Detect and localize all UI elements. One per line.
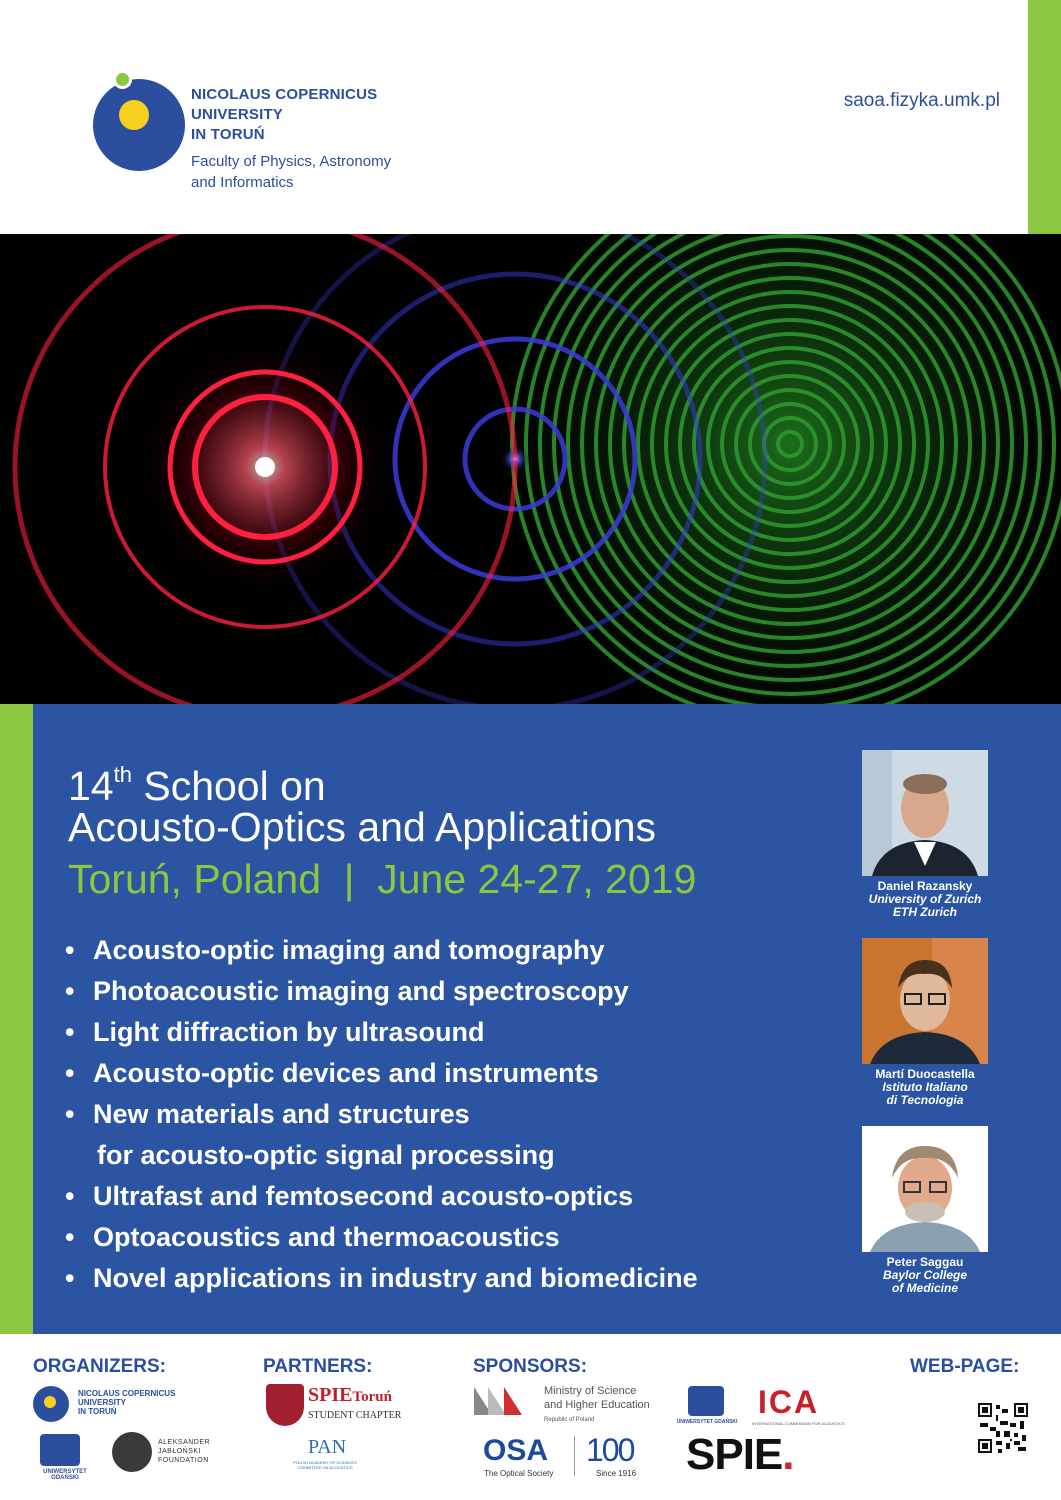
university-logo-sun [119, 100, 149, 130]
topic-text: Photoacoustic imaging and spectroscopy [93, 976, 629, 1006]
speaker-photo-saggau [862, 1126, 988, 1252]
hero-image-diffraction-rings [0, 234, 1061, 704]
pan-logo: PAN [308, 1436, 347, 1458]
qr-code-icon[interactable] [978, 1403, 1028, 1458]
event-title-line2: Acousto-Optics and Applications [68, 804, 656, 850]
event-ordinal: th [113, 762, 132, 787]
faculty-name: Faculty of Physics, Astronomy and Informatics [191, 153, 392, 191]
speaker-affiliation: ETH Zurich [892, 905, 957, 919]
green-accent-bar-side [0, 704, 33, 1334]
topic-item [65, 1176, 825, 1217]
topic-item [65, 1094, 825, 1135]
university-name: NICOLAUS COPERNICUS UNIVERSITY IN TORUŃ [191, 86, 378, 143]
event-title-text: School on [131, 763, 326, 809]
osa-logo: OSA [483, 1434, 549, 1467]
university-logo-dot [113, 70, 132, 89]
speaker-photo-duocastella [862, 938, 988, 1064]
spie-logo-text: SPIE [686, 1430, 783, 1479]
spie-student-chapter: STUDENT CHAPTER [308, 1410, 402, 1421]
webpage-heading: WEB-PAGE: [910, 1356, 1020, 1377]
speaker-affiliation: of Medicine [891, 1281, 958, 1295]
speaker-affiliation: Baylor College [882, 1268, 968, 1282]
event-location-dates: Toruń, Poland | June 24-27, 2019 [68, 856, 697, 902]
green-accent-bar [1028, 0, 1061, 234]
sponsors-heading: SPONSORS: [473, 1356, 588, 1377]
speaker-caption [855, 1068, 995, 1107]
topic-text: Ultrafast and femtosecond acousto-optics [93, 1181, 634, 1211]
person-portrait-icon [862, 1126, 988, 1252]
bullet: • [65, 976, 75, 1006]
topic-item [65, 1012, 825, 1053]
ministry-mark-icon [474, 1387, 524, 1415]
topic-item-continuation [65, 1135, 825, 1176]
person-portrait-icon [862, 938, 988, 1064]
jablonski-foundation-text: ALEKSANDER JABŁOŃSKI FOUNDATION [158, 1439, 211, 1464]
bullet: • [65, 1058, 75, 1088]
ministry-logo-mark [474, 1387, 524, 1420]
diffraction-rings-illustration [0, 234, 1061, 704]
partners-heading: PARTNERS: [263, 1356, 373, 1377]
website-url[interactable]: saoa.fizyka.umk.pl [843, 90, 1000, 111]
topic-text: Light diffraction by ultrasound [93, 1017, 485, 1047]
pan-logo-text: POLISH ACADEMY OF SCIENCES COMMITTEE ON ACOUSTICS [293, 1460, 357, 1470]
topic-item [65, 971, 825, 1012]
ica-logo: ICA [758, 1384, 820, 1420]
ica-logo-text: INTERNATIONAL COMMISSION FOR ACOUSTICS [752, 1421, 845, 1426]
topic-item [65, 1217, 825, 1258]
spie-torun-city: Toruń [352, 1389, 392, 1405]
speaker-affiliation: di Tecnologia [886, 1093, 964, 1107]
bullet: • [65, 1222, 75, 1252]
topic-item [65, 1053, 825, 1094]
topic-text: Novel applications in industry and biomedicine [93, 1263, 698, 1293]
ug-logo-sponsor [688, 1386, 724, 1416]
osa-logo-text: The Optical Society [484, 1469, 554, 1478]
bullet: • [65, 1099, 75, 1129]
spie-torun-name: SPIE [308, 1384, 353, 1406]
speaker-caption [855, 880, 995, 919]
spie-torun-logo [308, 1384, 392, 1407]
ug-logo-organizer [40, 1434, 80, 1466]
topic-item [65, 930, 825, 971]
topic-text: Optoacoustics and thermoacoustics [93, 1222, 560, 1252]
speaker-affiliation: Istituto Italiano [882, 1080, 968, 1094]
umk-logo-text: NICOLAUS COPERNICUS UNIVERSITY IN TORUŃ [78, 1389, 176, 1416]
speaker-caption [855, 1256, 995, 1295]
ministry-country: Republic of Poland [544, 1417, 595, 1423]
topics-list [65, 930, 825, 1299]
umk-logo-sun-small [44, 1396, 56, 1408]
spie-logo-dot: . [782, 1430, 794, 1479]
person-portrait-icon [862, 750, 988, 876]
speaker-name: Martí Duocastella [875, 1067, 975, 1081]
event-number: 14 [68, 763, 114, 809]
spie-logo [686, 1430, 794, 1480]
bullet: • [65, 1017, 75, 1047]
qr-code-graphic[interactable] [978, 1403, 1028, 1453]
speaker-name: Peter Saggau [886, 1255, 964, 1269]
speaker-name: Daniel Razansky [877, 879, 973, 893]
topic-text: Acousto-optic devices and instruments [93, 1058, 599, 1088]
topic-text: for acousto-optic signal processing [97, 1140, 555, 1170]
jablonski-foundation-logo [112, 1432, 152, 1472]
osa-since-text: Since 1916 [596, 1469, 637, 1478]
bullet: • [65, 1181, 75, 1211]
ug-logo-text: UNIWERSYTET GDAŃSKI [43, 1469, 87, 1481]
organizers-heading: ORGANIZERS: [33, 1356, 166, 1377]
topic-text: New materials and structures [93, 1099, 470, 1129]
bullet: • [65, 1263, 75, 1293]
speaker-photo-razansky [862, 750, 988, 876]
speaker-affiliation: University of Zurich [868, 892, 982, 906]
topic-item [65, 1258, 825, 1299]
osa-100-logo: 100 [586, 1432, 634, 1468]
ug-sponsor-text: UNIWERSYTET GDAŃSKI [676, 1419, 738, 1425]
topic-text: Acousto-optic imaging and tomography [93, 935, 605, 965]
bullet: • [65, 935, 75, 965]
ministry-name: Ministry of Science and Higher Education [544, 1385, 650, 1411]
osa-divider [574, 1436, 575, 1476]
spie-torun-shield [266, 1384, 304, 1426]
